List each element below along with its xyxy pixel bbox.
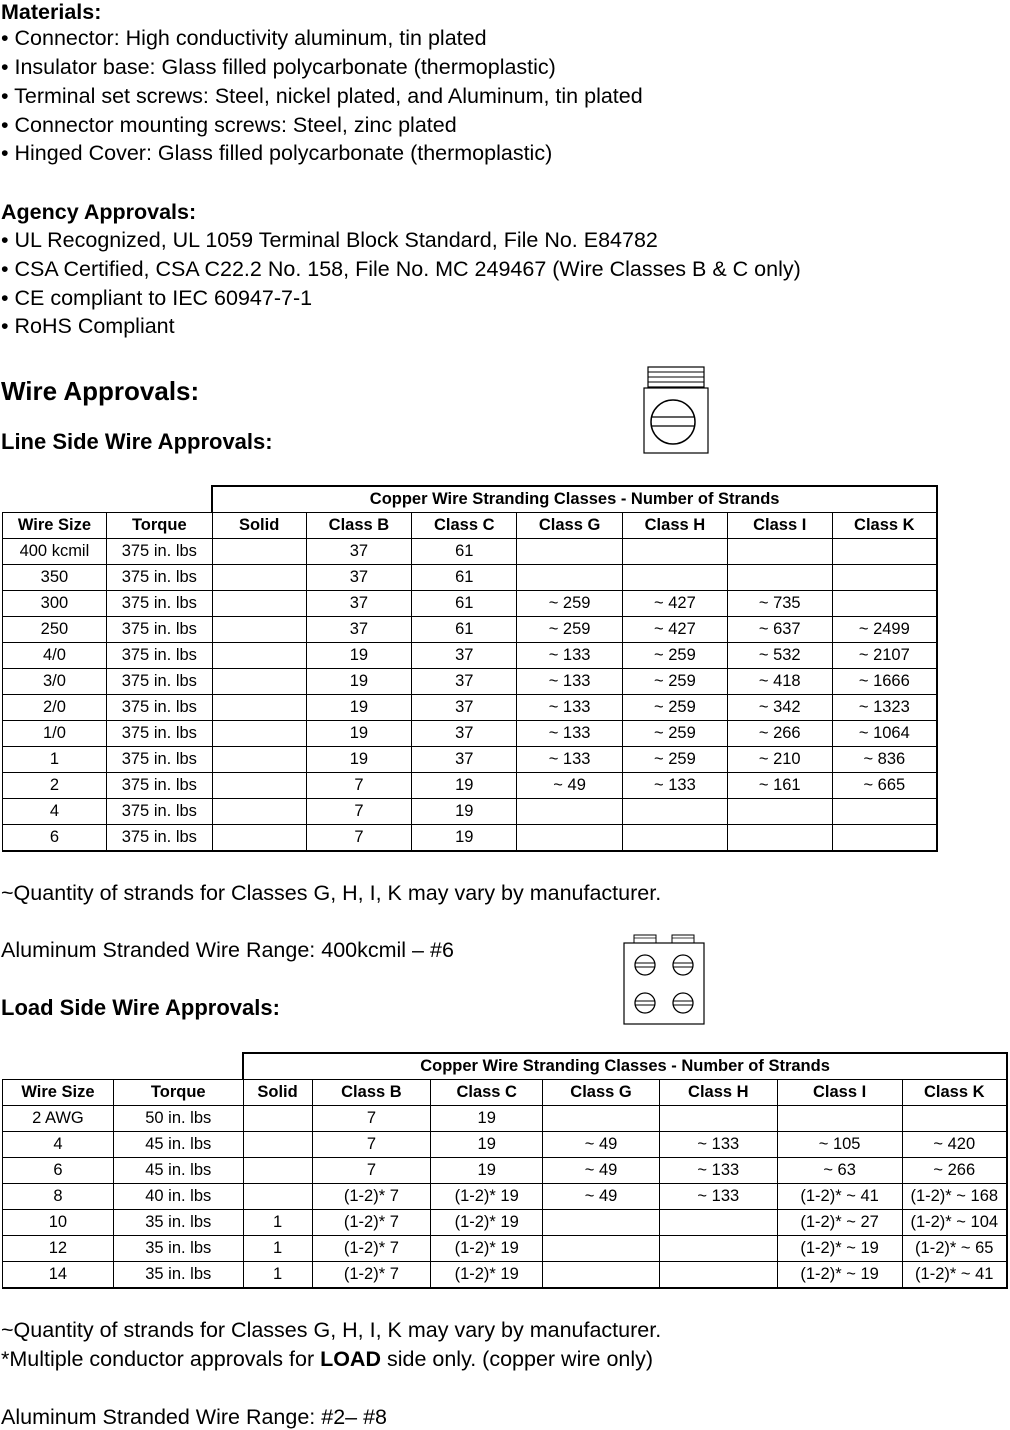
- table-cell: ~ 210: [727, 747, 832, 773]
- table-cell: [212, 669, 306, 695]
- table-cell: ~ 2499: [832, 617, 937, 643]
- line-side-group-caption: Copper Wire Stranding Classes - Number of Strands: [212, 486, 937, 513]
- table-cell: ~ 133: [659, 1132, 777, 1158]
- table-cell: 7: [312, 1132, 431, 1158]
- table-cell: ~ 133: [659, 1184, 777, 1210]
- column-header: Class I: [777, 1080, 902, 1106]
- table-cell: ~ 259: [517, 617, 623, 643]
- line-side-table: [2, 485, 938, 852]
- column-header: Class H: [659, 1080, 777, 1106]
- table-cell: ~ 637: [727, 617, 832, 643]
- table-cell: 350: [3, 565, 107, 591]
- table-cell: [623, 825, 728, 852]
- agency-item: • CE compliant to IEC 60947-7-1: [1, 286, 313, 310]
- table-cell: [212, 825, 306, 852]
- table-cell: (1-2)* 7: [312, 1262, 431, 1289]
- column-header: Class G: [543, 1080, 660, 1106]
- table-cell: 37: [306, 565, 412, 591]
- table-cell: [517, 825, 623, 852]
- table-cell: ~ 427: [623, 617, 728, 643]
- table-cell: [212, 643, 306, 669]
- column-header: Class C: [412, 513, 517, 539]
- table-cell: 2/0: [3, 695, 107, 721]
- materials-heading: Materials:: [1, 0, 102, 24]
- materials-item: • Terminal set screws: Steel, nickel plated, and Aluminum, tin plated: [1, 84, 643, 108]
- table-row: [3, 799, 938, 825]
- line-side-note: ~Quantity of strands for Classes G, H, I, K may vary by manufacturer.: [1, 881, 662, 905]
- table-cell: (1-2)* 7: [312, 1184, 431, 1210]
- table-cell: 40 in. lbs: [113, 1184, 243, 1210]
- table-cell: (1-2)* 19: [431, 1184, 543, 1210]
- table-cell: ~ 665: [832, 773, 937, 799]
- table-cell: (1-2)* ~ 19: [777, 1236, 902, 1262]
- table-cell: (1-2)* ~ 104: [902, 1210, 1007, 1236]
- table-cell: ~ 133: [517, 721, 623, 747]
- materials-item: • Insulator base: Glass filled polycarbonate (thermoplastic): [1, 55, 556, 79]
- table-cell: [243, 1158, 312, 1184]
- table-cell: ~ 2107: [832, 643, 937, 669]
- table-cell: 35 in. lbs: [113, 1210, 243, 1236]
- table-cell: ~ 735: [727, 591, 832, 617]
- table-cell: 19: [412, 825, 517, 852]
- table-row: [3, 1210, 1008, 1236]
- table-cell: (1-2)* 19: [431, 1262, 543, 1289]
- table-cell: 19: [306, 747, 412, 773]
- column-header: Torque: [113, 1080, 243, 1106]
- table-cell: ~ 259: [517, 591, 623, 617]
- table-cell: [212, 747, 306, 773]
- table-cell: [543, 1106, 660, 1132]
- column-header: Torque: [106, 513, 212, 539]
- table-row: [3, 617, 938, 643]
- table-cell: [543, 1262, 660, 1289]
- table-cell: ~ 259: [623, 695, 728, 721]
- agency-item: • RoHS Compliant: [1, 314, 175, 338]
- table-cell: [777, 1106, 902, 1132]
- table-cell: 37: [412, 695, 517, 721]
- table-cell: [212, 617, 306, 643]
- table-cell: 375 in. lbs: [106, 747, 212, 773]
- table-cell: (1-2)* 19: [431, 1210, 543, 1236]
- table-cell: 7: [306, 825, 412, 852]
- load-side-heading: Load Side Wire Approvals:: [1, 995, 280, 1020]
- table-cell: 4/0: [3, 643, 107, 669]
- table-cell: ~ 420: [902, 1132, 1007, 1158]
- table-cell: [212, 565, 306, 591]
- table-cell: 45 in. lbs: [113, 1132, 243, 1158]
- table-cell: [212, 799, 306, 825]
- column-header: Class K: [902, 1080, 1007, 1106]
- table-cell: [832, 591, 937, 617]
- table-cell: 19: [306, 643, 412, 669]
- materials-item: • Hinged Cover: Glass filled polycarbonate (thermoplastic): [1, 141, 553, 165]
- column-header: Solid: [212, 513, 306, 539]
- table-cell: [543, 1210, 660, 1236]
- table-row: [3, 747, 938, 773]
- table-cell: 1: [243, 1210, 312, 1236]
- table-cell: [212, 695, 306, 721]
- table-row: [3, 1106, 1008, 1132]
- table-cell: 37: [412, 721, 517, 747]
- single-connector-figure: [642, 364, 710, 456]
- materials-item: • Connector mounting screws: Steel, zinc plated: [1, 113, 457, 137]
- table-cell: ~ 133: [659, 1158, 777, 1184]
- table-cell: [623, 565, 728, 591]
- table-cell: 37: [412, 747, 517, 773]
- table-cell: (1-2)* ~ 41: [902, 1262, 1007, 1289]
- column-header: Class K: [832, 513, 937, 539]
- table-cell: 35 in. lbs: [113, 1236, 243, 1262]
- table-cell: 400 kcmil: [3, 539, 107, 565]
- table-cell: ~ 427: [623, 591, 728, 617]
- table-cell: 50 in. lbs: [113, 1106, 243, 1132]
- table-cell: 61: [412, 565, 517, 591]
- table-cell: (1-2)* 7: [312, 1236, 431, 1262]
- wire-approvals-heading: Wire Approvals:: [1, 376, 200, 406]
- table-cell: 19: [306, 695, 412, 721]
- load-side-group-caption: Copper Wire Stranding Classes - Number of Strands: [243, 1053, 1007, 1080]
- table-header-row: [3, 1080, 1008, 1106]
- table-cell: 4: [3, 1132, 114, 1158]
- table-cell: 19: [431, 1132, 543, 1158]
- table-cell: 375 in. lbs: [106, 825, 212, 852]
- table-row: [3, 539, 938, 565]
- table-row: [3, 669, 938, 695]
- table-cell: [543, 1236, 660, 1262]
- table-cell: ~ 133: [623, 773, 728, 799]
- table-cell: ~ 266: [902, 1158, 1007, 1184]
- table-cell: 37: [306, 617, 412, 643]
- table-cell: 6: [3, 1158, 114, 1184]
- table-row: [3, 721, 938, 747]
- table-cell: 4: [3, 799, 107, 825]
- column-header: Class G: [517, 513, 623, 539]
- table-cell: 7: [312, 1158, 431, 1184]
- multi-note-bold: LOAD: [320, 1347, 381, 1371]
- table-cell: [659, 1210, 777, 1236]
- table-cell: 375 in. lbs: [106, 539, 212, 565]
- table-cell: [243, 1132, 312, 1158]
- table-cell: [243, 1184, 312, 1210]
- table-cell: 375 in. lbs: [106, 565, 212, 591]
- column-header: Solid: [243, 1080, 312, 1106]
- table-row: [3, 1262, 1008, 1289]
- table-cell: ~ 836: [832, 747, 937, 773]
- table-cell: ~ 342: [727, 695, 832, 721]
- table-cell: 37: [412, 669, 517, 695]
- table-cell: 375 in. lbs: [106, 669, 212, 695]
- dual-connector-figure: [622, 933, 706, 1027]
- table-cell: ~ 133: [517, 695, 623, 721]
- table-cell: ~ 1064: [832, 721, 937, 747]
- table-cell: 375 in. lbs: [106, 773, 212, 799]
- table-cell: 35 in. lbs: [113, 1262, 243, 1289]
- table-cell: 19: [306, 669, 412, 695]
- agency-item: • CSA Certified, CSA C22.2 No. 158, File No. MC 249467 (Wire Classes B & C only): [1, 257, 801, 281]
- table-row: [3, 695, 938, 721]
- table-cell: [212, 539, 306, 565]
- table-cell: 300: [3, 591, 107, 617]
- table-cell: ~ 133: [517, 747, 623, 773]
- table-cell: 12: [3, 1236, 114, 1262]
- table-cell: [727, 825, 832, 852]
- table-cell: [517, 539, 623, 565]
- table-cell: 375 in. lbs: [106, 721, 212, 747]
- table-cell: 375 in. lbs: [106, 617, 212, 643]
- table-cell: ~ 259: [623, 669, 728, 695]
- column-header: Wire Size: [3, 513, 107, 539]
- table-row: [3, 1158, 1008, 1184]
- table-cell: ~ 532: [727, 643, 832, 669]
- table-cell: [832, 565, 937, 591]
- table-cell: ~ 161: [727, 773, 832, 799]
- table-cell: 1/0: [3, 721, 107, 747]
- table-cell: [517, 565, 623, 591]
- table-cell: [517, 799, 623, 825]
- table-header-row: [3, 513, 938, 539]
- load-side-table: [2, 1052, 1008, 1289]
- table-cell: [902, 1106, 1007, 1132]
- table-cell: 61: [412, 591, 517, 617]
- table-cell: ~ 259: [623, 747, 728, 773]
- table-cell: ~ 49: [543, 1132, 660, 1158]
- table-cell: 37: [306, 591, 412, 617]
- agency-heading: Agency Approvals:: [1, 200, 197, 224]
- table-cell: [212, 721, 306, 747]
- table-cell: [727, 799, 832, 825]
- table-cell: [832, 799, 937, 825]
- table-cell: 19: [412, 773, 517, 799]
- multi-note-suffix: side only. (copper wire only): [381, 1347, 654, 1371]
- agency-item: • UL Recognized, UL 1059 Terminal Block Standard, File No. E84782: [1, 228, 658, 252]
- table-cell: ~ 63: [777, 1158, 902, 1184]
- column-header: Class B: [306, 513, 412, 539]
- line-side-heading: Line Side Wire Approvals:: [1, 429, 273, 454]
- table-cell: ~ 49: [543, 1158, 660, 1184]
- table-cell: 45 in. lbs: [113, 1158, 243, 1184]
- line-side-aluminum-range: Aluminum Stranded Wire Range: 400kcmil – #6: [1, 938, 454, 962]
- table-cell: 6: [3, 825, 107, 852]
- table-cell: ~ 418: [727, 669, 832, 695]
- table-cell: (1-2)* ~ 168: [902, 1184, 1007, 1210]
- table-cell: (1-2)* ~ 41: [777, 1184, 902, 1210]
- table-cell: [659, 1106, 777, 1132]
- table-row: [3, 643, 938, 669]
- table-row: [3, 1236, 1008, 1262]
- table-cell: ~ 259: [623, 643, 728, 669]
- table-row: [3, 773, 938, 799]
- table-cell: 375 in. lbs: [106, 643, 212, 669]
- column-header: Class B: [312, 1080, 431, 1106]
- table-cell: 19: [431, 1106, 543, 1132]
- table-cell: 2 AWG: [3, 1106, 114, 1132]
- table-cell: 14: [3, 1262, 114, 1289]
- table-cell: (1-2)* 19: [431, 1236, 543, 1262]
- table-cell: (1-2)* ~ 65: [902, 1236, 1007, 1262]
- table-cell: ~ 259: [623, 721, 728, 747]
- table-cell: [212, 773, 306, 799]
- table-cell: 7: [312, 1106, 431, 1132]
- table-cell: [623, 539, 728, 565]
- table-cell: [727, 539, 832, 565]
- table-cell: ~ 1666: [832, 669, 937, 695]
- table-row: [3, 825, 938, 852]
- table-cell: 250: [3, 617, 107, 643]
- table-cell: 19: [306, 721, 412, 747]
- column-header: Class H: [623, 513, 728, 539]
- table-cell: 375 in. lbs: [106, 695, 212, 721]
- table-cell: 8: [3, 1184, 114, 1210]
- table-cell: 2: [3, 773, 107, 799]
- load-side-note: ~Quantity of strands for Classes G, H, I, K may vary by manufacturer.: [1, 1318, 662, 1342]
- table-cell: 7: [306, 773, 412, 799]
- table-cell: 61: [412, 539, 517, 565]
- table-cell: [659, 1236, 777, 1262]
- load-side-aluminum-range: Aluminum Stranded Wire Range: #2– #8: [1, 1405, 388, 1429]
- table-cell: 375 in. lbs: [106, 591, 212, 617]
- table-cell: ~ 105: [777, 1132, 902, 1158]
- table-cell: [212, 591, 306, 617]
- materials-item: • Connector: High conductivity aluminum, tin plated: [1, 26, 487, 50]
- table-cell: ~ 1323: [832, 695, 937, 721]
- table-cell: 37: [306, 539, 412, 565]
- table-cell: 375 in. lbs: [106, 799, 212, 825]
- table-cell: (1-2)* 7: [312, 1210, 431, 1236]
- table-cell: [659, 1262, 777, 1289]
- table-cell: ~ 49: [517, 773, 623, 799]
- table-row: [3, 591, 938, 617]
- table-row: [3, 1184, 1008, 1210]
- table-cell: 61: [412, 617, 517, 643]
- table-cell: ~ 133: [517, 643, 623, 669]
- column-header: Class I: [727, 513, 832, 539]
- table-cell: ~ 133: [517, 669, 623, 695]
- table-cell: (1-2)* ~ 27: [777, 1210, 902, 1236]
- table-cell: [832, 825, 937, 852]
- table-cell: [623, 799, 728, 825]
- table-cell: ~ 266: [727, 721, 832, 747]
- column-header: Wire Size: [3, 1080, 114, 1106]
- table-row: [3, 1132, 1008, 1158]
- table-cell: 19: [412, 799, 517, 825]
- table-cell: 19: [431, 1158, 543, 1184]
- table-cell: 1: [243, 1236, 312, 1262]
- multi-note-prefix: *Multiple conductor approvals for: [1, 1347, 321, 1371]
- column-header: Class C: [431, 1080, 543, 1106]
- table-cell: [243, 1106, 312, 1132]
- table-cell: 10: [3, 1210, 114, 1236]
- table-cell: 7: [306, 799, 412, 825]
- table-cell: 1: [243, 1262, 312, 1289]
- table-row: [3, 565, 938, 591]
- table-cell: (1-2)* ~ 19: [777, 1262, 902, 1289]
- table-cell: 1: [3, 747, 107, 773]
- table-cell: 3/0: [3, 669, 107, 695]
- table-cell: [727, 565, 832, 591]
- table-cell: ~ 49: [543, 1184, 660, 1210]
- table-cell: 37: [412, 643, 517, 669]
- multi-conductor-note: [1, 1349, 653, 1371]
- table-cell: [832, 539, 937, 565]
